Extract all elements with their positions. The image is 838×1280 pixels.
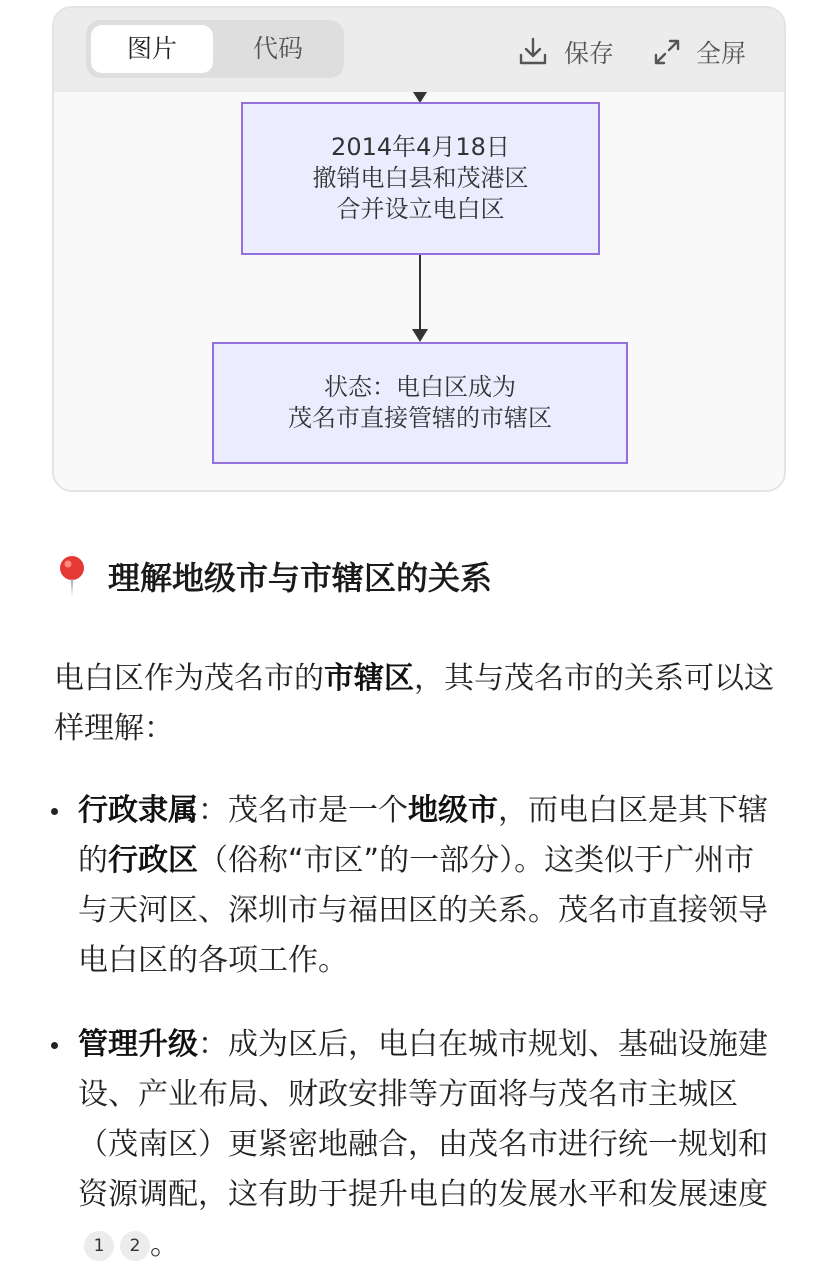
intro-paragraph (54, 654, 784, 754)
bullet-text: 。 (150, 1227, 180, 1262)
node-text: 撤销电白县和茂港区 (312, 164, 529, 192)
download-icon (516, 35, 550, 69)
save-label: 保存 (564, 39, 615, 68)
bullet-text: ，而电白区是其下辖的 (78, 793, 768, 878)
diagram-toolbar (54, 8, 784, 93)
citation-badge[interactable]: 1 (84, 1231, 114, 1261)
node-text: 合并设立电白区 (336, 195, 505, 223)
bullet-bold: 地级市 (408, 793, 498, 828)
fullscreen-button[interactable] (652, 32, 746, 72)
bullet-text: ：成为区后，电白在城市规划、基础设施建设、产业布局、财政安排等方面将与茂名市主城区（茂南区）更紧密地融合，由茂名市进行统一规划和资源调配，这有助于提升电白的发展水平和发展速度 (78, 1027, 768, 1212)
diagram-card (52, 6, 786, 492)
node-text: 状态：电白区成为 (324, 373, 516, 401)
intro-bold: 市辖区 (324, 661, 414, 696)
flow-node-status (212, 342, 628, 464)
intro-text: ，其与茂名市的关系可以这样理解： (54, 661, 774, 746)
tab-image[interactable]: 图片 (91, 25, 213, 73)
save-button[interactable] (516, 32, 614, 72)
pushpin-icon (54, 554, 90, 598)
node-text: 茂名市直接管辖的市辖区 (288, 404, 552, 432)
view-toggle (86, 20, 344, 78)
bullet-label: 行政隶属 (78, 793, 198, 828)
bullet-bold: 行政区 (108, 843, 198, 878)
bullet-text: ：茂名市是一个 (198, 793, 408, 828)
flow-node-merger (241, 102, 600, 255)
diagram-canvas (54, 92, 784, 490)
tab-code[interactable]: 代码 (252, 34, 303, 63)
citation-badge[interactable]: 2 (120, 1231, 150, 1261)
bullet-label: 管理升级 (78, 1027, 198, 1062)
list-item (78, 1020, 768, 1270)
list-item (78, 786, 768, 986)
section-heading (54, 548, 492, 604)
section-title: 理解地级市与市辖区的关系 (108, 559, 493, 597)
edge-arrow-head (412, 329, 428, 342)
intro-text: 电白区作为茂名市的 (54, 661, 324, 696)
bullet-dot (51, 808, 58, 815)
bullet-dot (51, 1042, 58, 1049)
node-text: 2014年4月18日 (331, 133, 510, 161)
bullet-text: （俗称“市区”的一部分）。这类似于广州市与天河区、深圳市与福田区的关系。茂名市直接领导电白区的各项工作。 (78, 843, 768, 978)
fullscreen-label: 全屏 (696, 39, 747, 68)
expand-icon (652, 37, 682, 67)
